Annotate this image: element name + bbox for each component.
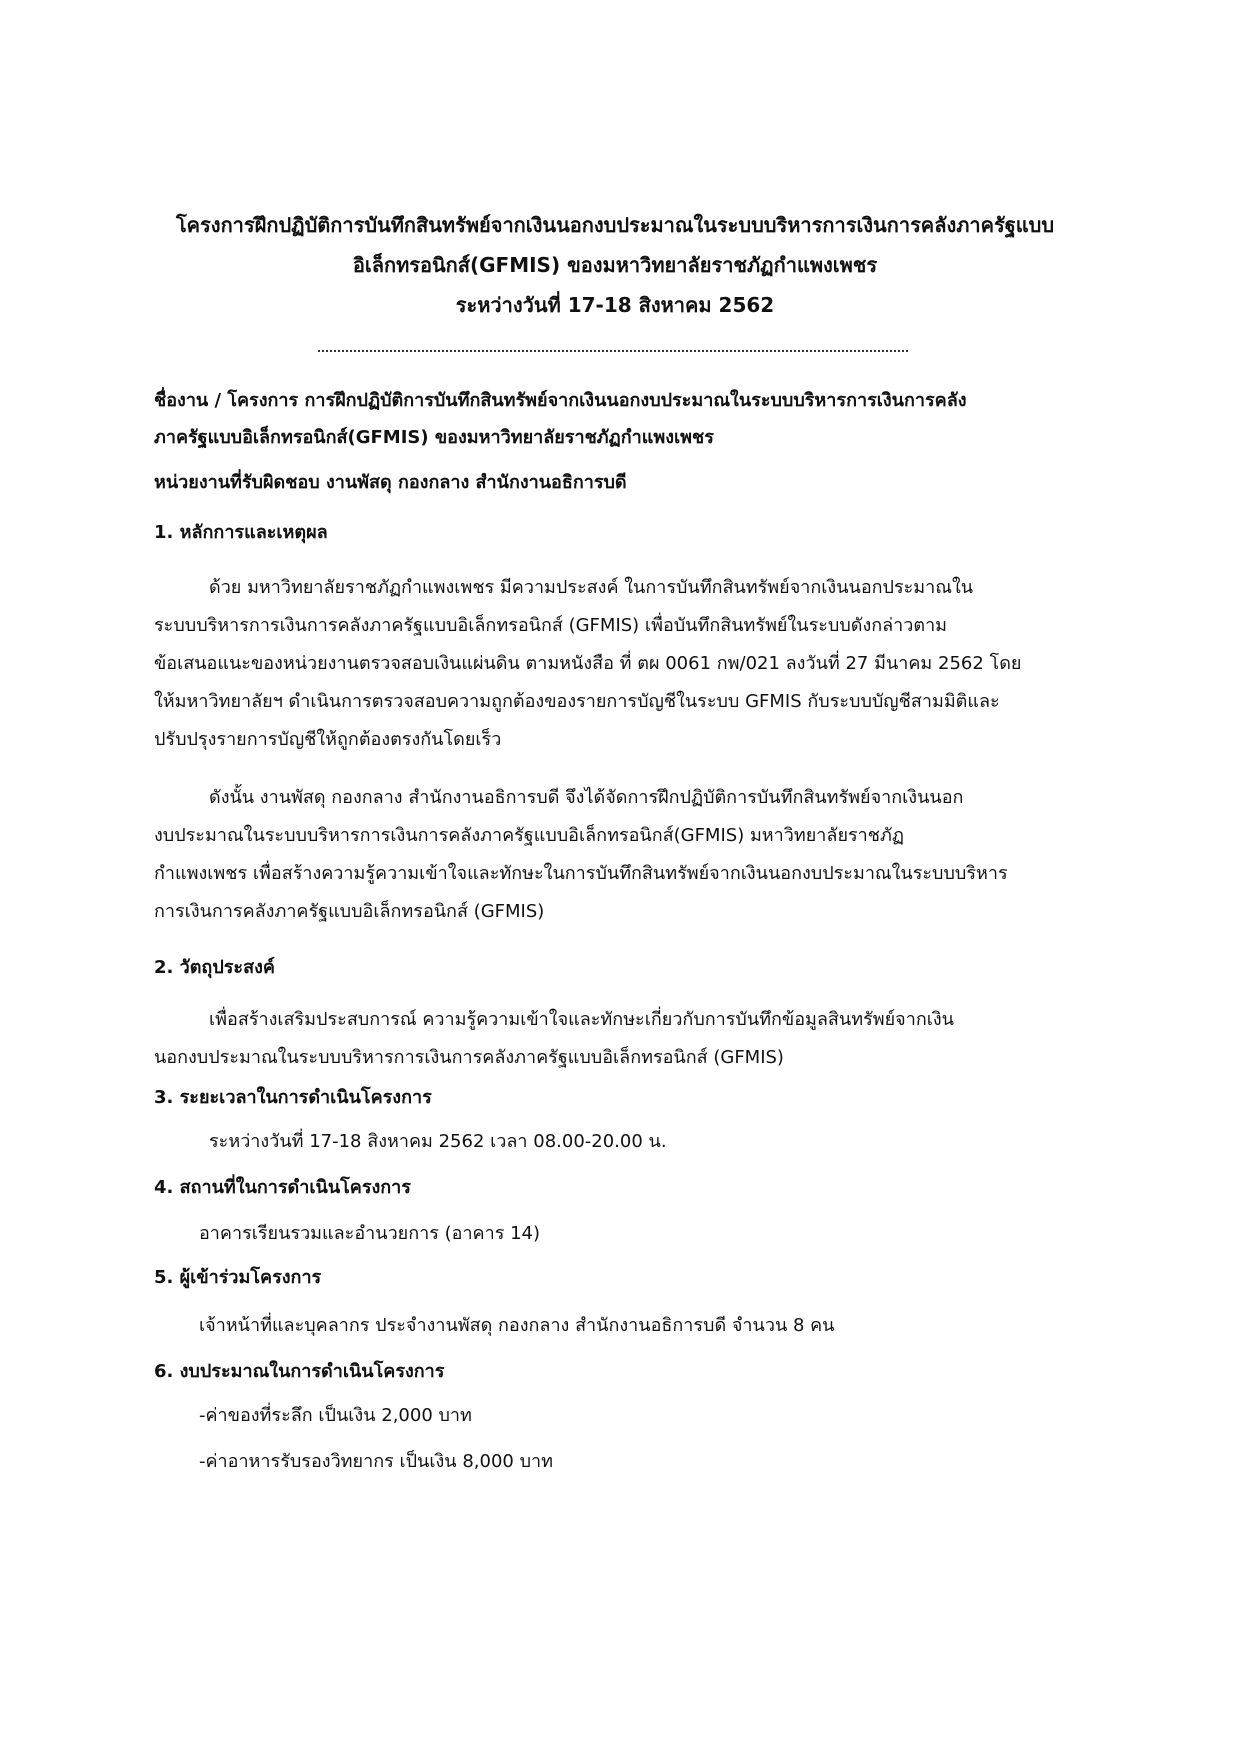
section-2-line: เพื่อสร้างเสริมประสบการณ์ ความรู้ความเข้าใจและทักษะเกี่ยวกับการบันทึกข้อมูลสินทรัพย์จากเงิน bbox=[209, 1009, 954, 1030]
section-6-heading: 6. งบประมาณในการดำเนินโครงการ bbox=[154, 1361, 445, 1382]
budget-item: -ค่าอาหารรับรองวิทยากร เป็นเงิน 8,000 บาท bbox=[199, 1451, 553, 1472]
section-2-line: นอกงบประมาณในระบบบริหารการเงินการคลังภาครัฐแบบอิเล็กทรอนิกส์ (GFMIS) bbox=[154, 1047, 784, 1068]
section-1-p1-line: ปรับปรุงรายการบัญชีให้ถูกต้องตรงกันโดยเร็ว bbox=[154, 729, 502, 750]
document-title bbox=[150, 205, 1080, 325]
project-name-line-1: ชื่องาน / โครงการ การฝึกปฏิบัติการบันทึกสินทรัพย์จากเงินนอกงบประมาณในระบบบริหารการเงินการคลัง bbox=[154, 390, 967, 411]
section-1-p2-line: งบประมาณในระบบบริหารการเงินการคลังภาครัฐแบบอิเล็กทรอนิกส์(GFMIS) มหาวิทยาลัยราชภัฏ bbox=[154, 825, 904, 846]
title-line-1: โครงการฝึกปฏิบัติการบันทึกสินทรัพย์จากเงินนอกงบประมาณในระบบบริหารการเงินการคลังภาครัฐแบบ bbox=[175, 213, 1055, 237]
budget-item: -ค่าของที่ระลึก เป็นเงิน 2,000 บาท bbox=[199, 1405, 472, 1426]
section-1-p1-line: ระบบบริหารการเงินการคลังภาครัฐแบบอิเล็กทรอนิกส์ (GFMIS) เพื่อบันทึกสินทรัพย์ในระบบดังกล่าวตาม bbox=[154, 615, 948, 636]
responsible-unit: หน่วยงานที่รับผิดชอบ งานพัสดุ กองกลาง สำนักงานอธิการบดี bbox=[154, 472, 627, 493]
section-5-text: เจ้าหน้าที่และบุคลากร ประจำงานพัสดุ กองกลาง สำนักงานอธิการบดี จำนวน 8 คน bbox=[199, 1315, 835, 1336]
section-1-p1-line: ให้มหาวิทยาลัยฯ ดำเนินการตรวจสอบความถูกต้องของรายการบัญชีในระบบ GFMIS กับระบบบัญชีสามมิติและ bbox=[154, 691, 1000, 712]
section-4-text: อาคารเรียนรวมและอำนวยการ (อาคาร 14) bbox=[199, 1223, 541, 1244]
section-1-p2-line: กำแพงเพชร เพื่อสร้างความรู้ความเข้าใจและทักษะในการบันทึกสินทรัพย์จากเงินนอกงบประมาณในระบบบริหาร bbox=[154, 863, 1008, 884]
section-3-heading: 3. ระยะเวลาในการดำเนินโครงการ bbox=[154, 1087, 432, 1108]
section-1-p2-line: การเงินการคลังภาครัฐแบบอิเล็กทรอนิกส์ (GFMIS) bbox=[154, 901, 545, 922]
title-line-3: ระหว่างวันที่ 17-18 สิงหาคม 2562 bbox=[455, 293, 775, 317]
dotted-divider bbox=[318, 350, 908, 352]
section-1-heading: 1. หลักการและเหตุผล bbox=[154, 522, 328, 543]
section-4-heading: 4. สถานที่ในการดำเนินโครงการ bbox=[154, 1177, 411, 1198]
project-name-line-2: ภาครัฐแบบอิเล็กทรอนิกส์(GFMIS) ของมหาวิทยาลัยราชภัฏกำแพงเพชร bbox=[154, 427, 714, 448]
title-line-2: อิเล็กทรอนิกส์(GFMIS) ของมหาวิทยาลัยราชภัฏกำแพงเพชร bbox=[352, 253, 878, 277]
section-2-heading: 2. วัตถุประสงค์ bbox=[154, 957, 275, 978]
section-5-heading: 5. ผู้เข้าร่วมโครงการ bbox=[154, 1267, 322, 1288]
section-3-text: ระหว่างวันที่ 17-18 สิงหาคม 2562 เวลา 08.00-20.00 น. bbox=[209, 1131, 667, 1152]
section-1-p1-line: ด้วย มหาวิทยาลัยราชภัฏกำแพงเพชร มีความประสงค์ ในการบันทึกสินทรัพย์จากเงินนอกประมาณใน bbox=[209, 577, 974, 598]
section-1-p1-line: ข้อเสนอแนะของหน่วยงานตรวจสอบเงินแผ่นดิน ตามหนังสือ ที่ ตผ 0061 กพ/021 ลงวันที่ 27 มีนาคม 2562 โดย bbox=[154, 653, 1022, 674]
section-1-p2-line: ดังนั้น งานพัสดุ กองกลาง สำนักงานอธิการบดี จึงได้จัดการฝึกปฏิบัติการบันทึกสินทรัพย์จากเงินนอก bbox=[209, 787, 964, 808]
